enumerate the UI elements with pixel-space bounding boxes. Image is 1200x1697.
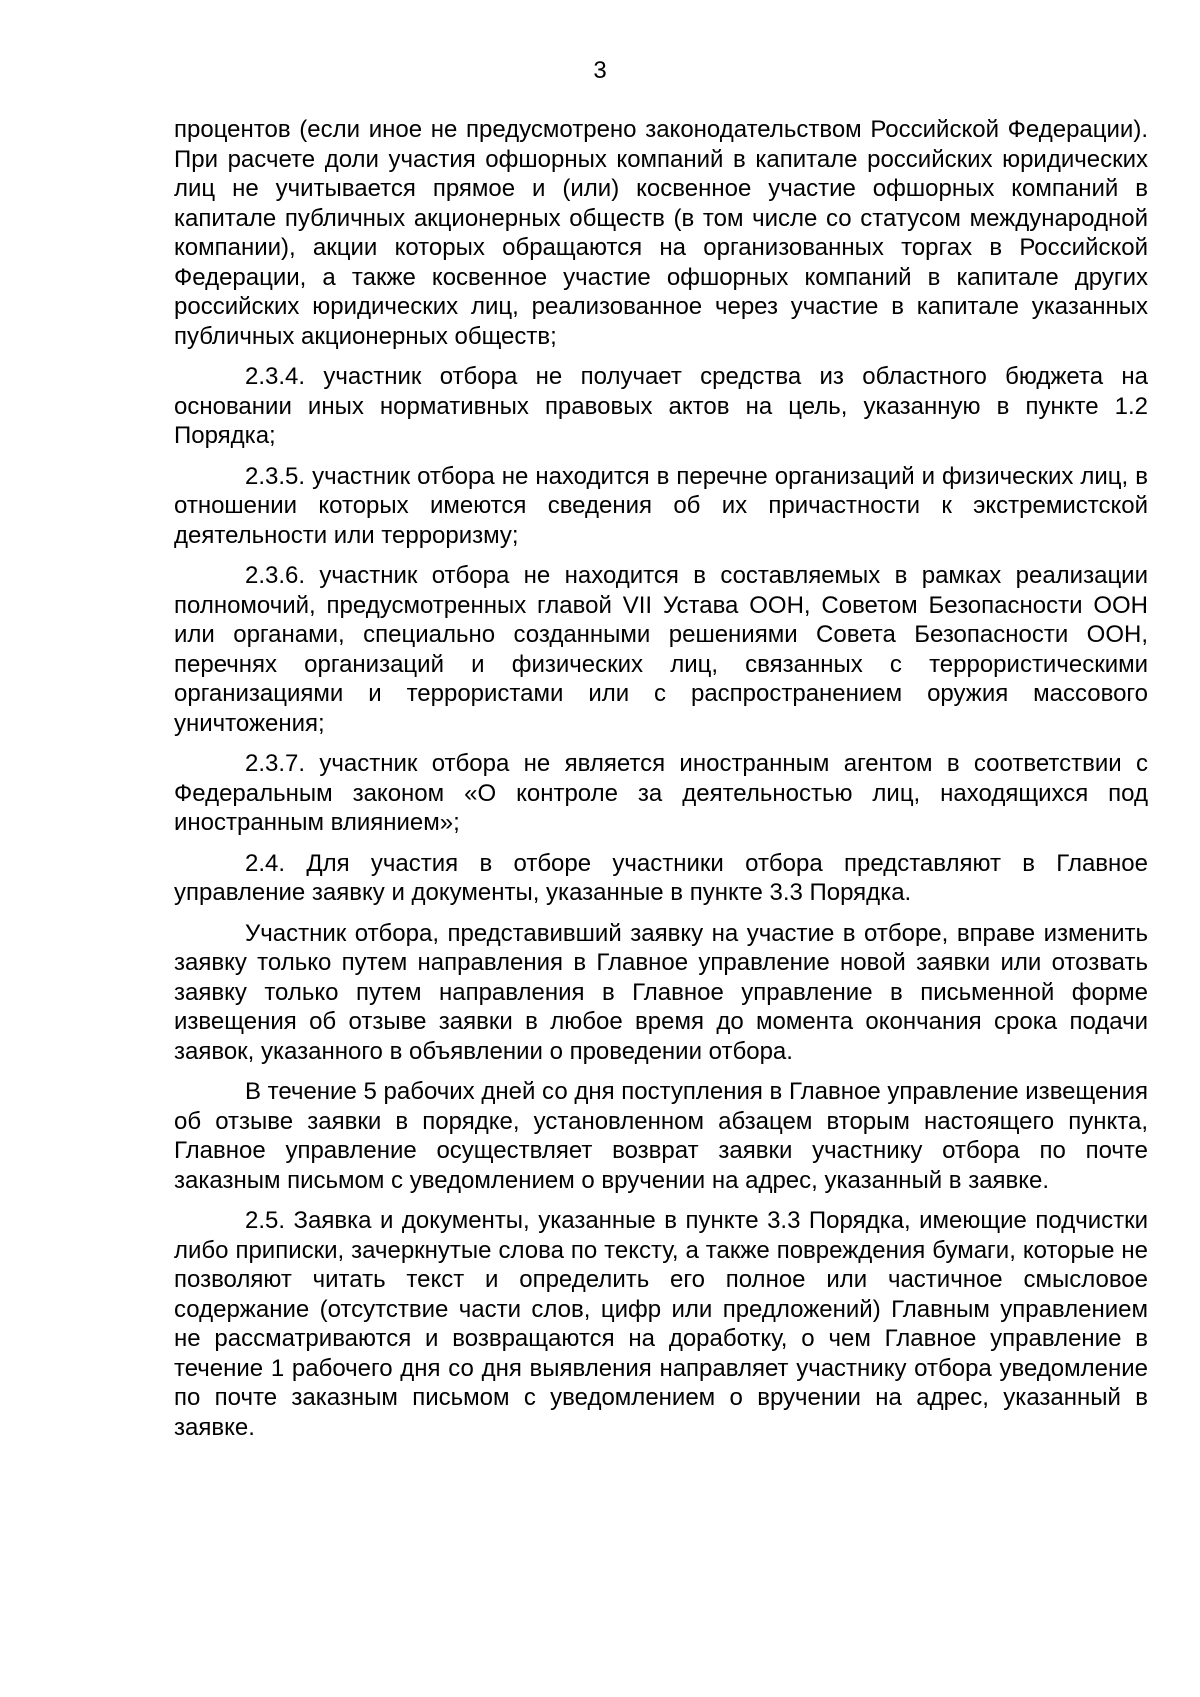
paragraph-application-return: В течение 5 рабочих дней со дня поступления в Главное управление извещения об отзыве заявки в порядке, установленном абзацем вторым настоящего пункта, Главное управление осуществляет возврат заявки участнику отбора по почте заказным письмом с уведомлением о вручении на адрес, указанный в заявке. [174,1078,1148,1194]
paragraph-2-3-6: 2.3.6. участник отбора не находится в составляемых в рамках реализации полномочий, предусмотренных главой VII Устава ООН, Советом Безопасности ООН или органами, специально созданными решениями Совета Безопасности ООН, перечнях организаций и физических лиц, связанных с террористическими организациями и террористами или с распространением оружия массового уничтожения; [174,562,1148,737]
paragraph-2-3-4: 2.3.4. участник отбора не получает средства из областного бюджета на основании иных нормативных правовых актов на цель, указанную в пункте 1.2 Порядка; [174,363,1148,449]
paragraph-2-5: 2.5. Заявка и документы, указанные в пункте 3.3 Порядка, имеющие подчистки либо приписки, зачеркнутые слова по тексту, а также повреждения бумаги, которые не позволяют читать текст и определить его полное или частичное смысловое содержание (отсутствие части слов, цифр или предложений) Главным управлением не рассматриваются и возвращаются на доработку, о чем Главное управление в течение 1 рабочего дня со дня выявления направляет участнику отбора уведомление по почте заказным письмом с уведомлением о вручении на адрес, указанный в заявке. [174,1207,1148,1441]
paragraph-offshore-participation: процентов (если иное не предусмотрено законодательством Российской Федерации). При расчете доли участия офшорных компаний в капитале российских юридических лиц не учитывается прямое и (или) косвенное участие офшорных компаний в капитале публичных акционерных обществ (в том числе со статусом международной компании), акции которых обращаются на организованных торгах в Российской Федерации, а также косвенное участие офшорных компаний в капитале других российских юридических лиц, реализованное через участие в капитале указанных публичных акционерных обществ; [174,116,1148,350]
paragraph-2-3-7: 2.3.7. участник отбора не является иностранным агентом в соответствии с Федеральным законом «О контроле за деятельностью лиц, находящихся под иностранным влиянием»; [174,750,1148,836]
document-body [174,115,1148,1442]
page-number: 3 [593,57,607,84]
paragraph-2-3-5: 2.3.5. участник отбора не находится в перечне организаций и физических лиц, в отношении которых имеются сведения об их причастности к экстремистской деятельности или терроризму; [174,462,1148,549]
paragraph-2-4: 2.4. Для участия в отборе участники отбора представляют в Главное управление заявку и документы, указанные в пункте 3.3 Порядка. [174,849,1148,906]
paragraph-application-change: Участник отбора, представивший заявку на участие в отборе, вправе изменить заявку только путем направления в Главное управление новой заявки или отозвать заявку только путем направления в Главное управление в письменной форме извещения об отзыве заявки в любое время до момента окончания срока подачи заявок, указанного в объявлении о проведении отбора. [174,919,1148,1065]
